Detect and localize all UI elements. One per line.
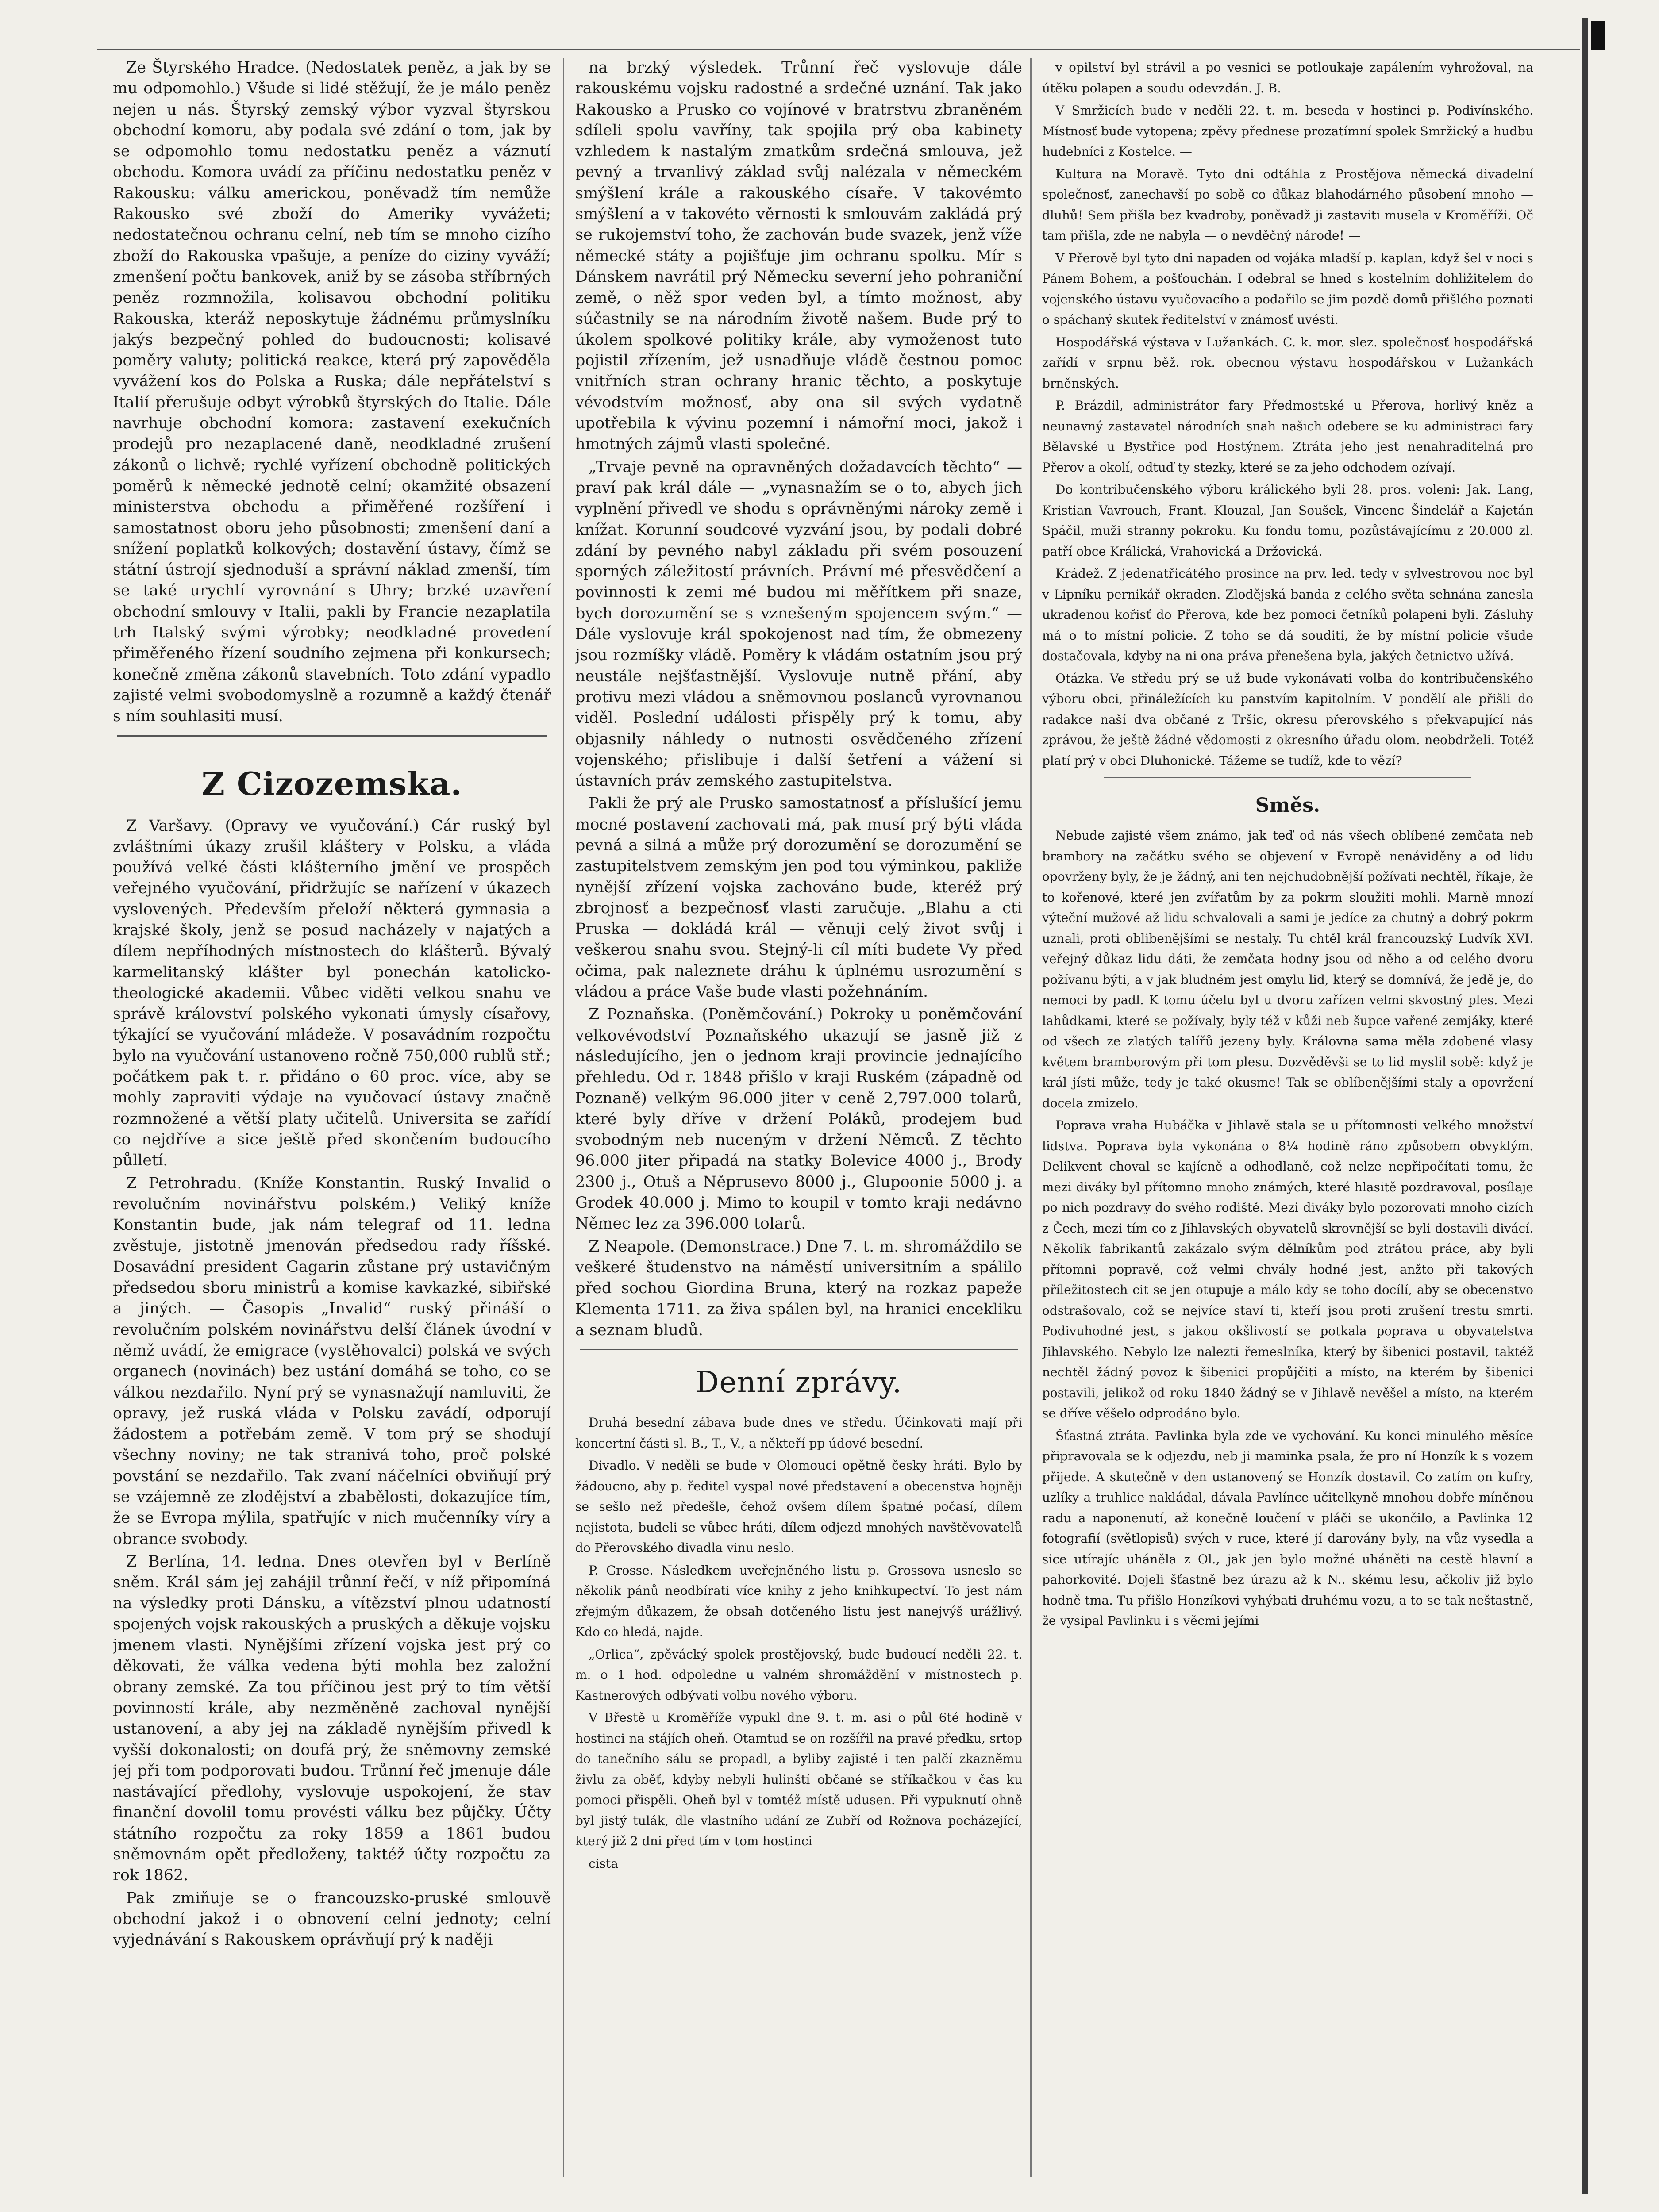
news-item: „Orlica“, zpěvácký spolek prostějovský, bude budoucí neděli 22. t. m. o 1 hod. odpoledne u valném shromáždění v místnostech p. Kastnerových odbývati volbu nového výboru. bbox=[575, 1647, 1022, 1703]
page-edge-shadow bbox=[1582, 18, 1588, 2194]
column-rule bbox=[1030, 58, 1032, 2177]
article-naples: Z Neapole. (Demonstrace.) Dne 7. t. m. shromáždilo se veškeré študenstvo na náměstí universitním a spálilo před sochou Giordina Bruna, který na rozkaz papeže Klementa 1711. za živa spálen byl, na hranici encekliku a seznam bludů. bbox=[575, 1237, 1022, 1339]
news-item: Otázka. Ve středu prý se už bude vykonávati volba do kontribučenského výboru obci, přináležících ku panstvím kapitolním. V pondělí ale přišli do radakce naší dva občané z Tršic, okresu přerovského s překvapující nás zprávou, že ještě žádné vědomosti z okresního úřadu olom. neobdrželi. Totéž platí prý v obci Dluhonické. Tážeme se tudíž, kde to vězí? bbox=[1042, 671, 1533, 768]
column-1 bbox=[113, 58, 551, 2177]
news-item: V Smržicích bude v neděli 22. t. m. beseda v hostinci p. Podivínského. Místnosť bude vytopena; zpěvy přednese prozatímní spolek Smržický a hudbu hudebníci z Kostelce. — bbox=[1042, 103, 1533, 159]
news-item: V Břestě u Kroměříže vypukl dne 9. t. m. asi o půl 6té hodině v hostinci na stájích oheň. Otamtud se on rozšířil na pravé předku, srtop do tanečního sálu se propadl, a byliby zajisté i ten palčí zkazněmu živlu za oběť, kdyby nebyli hulinští občané se stříkačkou v čas ku pomoci přispěli. Oheň byl v tomtéž místě udusen. Při vypuknutí ohně byl jistý tulák, dle vlastního udání ze Zubří od Rožnova pocházející, který již 2 dni před tím v tom hostinci bbox=[575, 1710, 1022, 1849]
section-heading-daily-news: Denní zprávy. bbox=[695, 1365, 902, 1400]
scan-edge-mark bbox=[1591, 21, 1605, 50]
misc-item: Poprava vraha Hubáčka v Jihlavě stala se u přítomnosti velkého množství lidstva. Poprava byla vykonána o 8¼ hodině ráno způsobem obvyklým. Delikvent choval se kajícně a odhodlaně, což nelze nepřipočítati tomu, že mezi diváky byl přítomno mnoho známých, které hlasitě pozdravoval, posílaje po nich pozdravy do svého rodiště. Mezi diváky bylo pozorovati mnoho cizích z Čech, mezi tím co z Jihlavských obyvatelů skrovnější se byli dostavili divácí. Několik fabrikantů zakázalo svým dělníkům pod ztrátou práce, aby byli přítomni popravě, což velmi chvály hodné jest, anžto při takových příležitostech cit se jen otupuje a málo kdy se toho docílí, aby se obecenstvo odstrašovalo, což se nejvíce staví ti, kteří jsou proti zrušení trestu smrti. Podivuhodné jest, s jakou okšlivostí se potkala poprava u obyvatelstva Jihlavského. Nebylo lze nalezti řemeslníka, který by šibenici postavil, taktéž nechtěl žádný povoz k šibenici propůjčiti a místo, na kterém by šibenici postavili, jelikož od roku 1840 žádný se v Jihlavě nevěšel a místo, na kterém se dříve věšelo odprodáno bylo. bbox=[1042, 1118, 1533, 1421]
article-throne-speech-3: Pakli že prý ale Prusko samostatnosť a příslušící jemu mocné postavení zachovati má, pak musí prý býti vláda pevná a silná a může prý dorozumění se dorozumění se zastupitelstvem zemským jen pod tou výminkou, pakliže nynější zřízení vojska zachováno bude, kteréž prý zbrojnosť a bezpečnosť vlasti zaručuje. „Blahu a cti Pruska — dokládá král — věnuji celý život svůj i veškerou snahu svou. Stejný-li cíl míti budete Vy před očima, pak naleznete dráhu k úplnému usrozumění s vládou a práce Vaše bude vlasti požehnáním. bbox=[575, 795, 1022, 1001]
column-2 bbox=[575, 58, 1022, 2177]
news-item: Do kontribučenského výboru králického byli 28. pros. voleni: Jak. Lang, Kristian Vavrouch, Frant. Klouzal, Jan Soušek, Vincenc Šindelář a Kajetán Spáčil, muži stranny pokroku. Ku fondu tomu, pozůstávajícímu z 20.000 zl. patří obce Králická, Vrahovická a Držovická. bbox=[1042, 482, 1533, 559]
top-rule bbox=[97, 49, 1580, 50]
news-item: V Přerově byl tyto dni napaden od vojáka mladší p. kaplan, když šel v noci s Pánem Bohem, a pošťouchán. I odebral se hned s kostelním dohližitelem do vojenského ústavu vyučovacího a podařilo se jim pozdě domů přišlého poznati o spáchaný skutek ředitelství v známosť uvésti. bbox=[1042, 250, 1533, 327]
section-divider bbox=[1104, 777, 1471, 778]
article-petersburg: Z Petrohradu. (Kníže Konstantin. Ruský Invalid o revolučním novinářstvu polském.) Veliký kníže Konstantin bude, jak nám telegraf od 11. ledna zvěstuje, jistotně jmenován předsedou rady říšské. Dosavádní president Gagarin zůstane prý ustavičným předsedou sboru ministrů a komise kavkazké, sibiřské a jiných. — Časopis „Invalid“ ruský přináší o revolučním polském novinářstvu delší článek úvodní v němž uvádí, že emigrace (vystěhovalci) polská ve svých organech (novinách) bez ustání domáhá se toho, co se válkou nezdařilo. Nyní prý se vynasnažují namluviti, že opravy, jež ruská vláda v Polsku zavádí, odporují žádostem a potřebám země. V tom prý se shodují všechny noviny; ne tak stranivá toho, proč polské povstání se nezdařilo. Tak zvaní náčelníci obviňují prý se vzájemně ze zlodějství a zbabělosti, dokazujíce tím, že se Evropa mýlila, spatřujíc v nich mučenníky víry a obrance svobody. bbox=[113, 1174, 551, 1548]
news-item: v opilství byl strávil a po vesnici se potloukaje zapálením vyhrožoval, na útěku polapen a soudu odevzdán. J. B. bbox=[1042, 60, 1533, 96]
continued-fragment: cista bbox=[589, 1856, 618, 1871]
news-item: Druhá besední zábava bude dnes ve středu. Účinkovati mají při koncertní části sl. B., T., V., a někteří pp údové besední. bbox=[575, 1415, 1022, 1451]
news-item: Divadlo. V neděli se bude v Olomouci opětně česky hráti. Bylo by žádoucno, aby p. ředitel vyspal nové představení a obecenstva hojněji se sešlo než předešle, čehož ovšem dílem špatné počasí, dílem nejistota, budeli se vůbec hráti, dílem odjezd mnohých navštěvovatelů do Přerovského divadla vinu neslo. bbox=[575, 1458, 1022, 1555]
article-warsaw: Z Varšavy. (Opravy ve vyučování.) Cár ruský byl zvláštními úkazy zrušil kláštery v Polsku, a vláda používá velké části klášterního jmění ve prospěch veřejného vyučování, přidržujíc se nařízení v úkazech vyslovených. Především přeloží některá gymnasia a krajské školy, jenž se posud nacházely v najatých a dílem nepříhodných místnostech do klášterů. Bývalý karmelitanský klášter byl ponechán katolicko-theologické akademii. Vůbec viděti velkou snahu ve správě království polského vykonati úmysly císařovy, týkající se vyučování mládeže. V posavádním rozpočtu bylo na vyučování ustanoveno ročně 750,000 rublů stř.; počátkem pak t. r. přidáno o 60 proc. více, aby se mohly zapraviti výdaje na vyučovací ústavy značně rozmnožené a větší platy učitelů. Universita se zařídí co nejdříve a sice ještě před skončením budoucího půlletí. bbox=[113, 817, 551, 1170]
news-item: P. Brázdil, administrátor fary Předmostské u Přerova, horlivý kněz a neunavný zastavatel národních snah našich odebere se ku administraci fary Bělavské u Bystřice pod Hostýnem. Ztráta jeho jest nenahraditelná pro Přerov a okolí, odtuď ty stezky, které se za jeho odchodem ozívají. bbox=[1042, 398, 1533, 475]
column-rule bbox=[563, 58, 564, 2177]
section-divider bbox=[580, 1349, 1018, 1350]
daily-news-list bbox=[575, 1413, 1022, 1874]
article-throne-speech: na brzký výsledek. Trůnní řeč vyslovuje dále rakouskému vojsku radostné a srdečné uznání. Tak jako Rakousko a Prusko co vojínové v bratrstvu zbraněném sdíleli spolu vavříny, tak spojila prý oba kabinety vzhledem k nastalým zmatkům srdečná smlouva, jež pevný a trvanlivý základ svůj nalézala v německém smýšlení krále a rakouského císaře. V takovémto smýšlení a v takovéto věrnosti k smlouvám zakládá prý se rukojemství toho, že zachován bude svazek, jenž víže německé státy a pojišťuje jim ochranu spolku. Mír s Dánskem navrátil prý Německu severní jeho pohraniční země, o něž spor veden byl, a tímto možnost, aby súčastnily se na národním životě našem. Bude prý to úkolem spolkové politiky krále, aby vymoženost tuto pojistil zřízením, jež usnadňuje vládě čestnou pomoc vnitřních stran ochrany hranic těchto, a poskytuje vévodstvím možnosť, aby ona sil svých vydatně upotřebila k vývinu pozemní i námořní moci, jakož i hmotných zájmů vlasti společné. bbox=[575, 59, 1022, 453]
news-item: Kultura na Moravě. Tyto dni odtáhla z Prostějova německá divadelní společnosť, zanechavší po sobě co důkaz blahodárného působení mnoho — dluhů! Sem přišla bez kvadroby, poněvadž ji zastaviti musela v Kroměříži. Oč tam přišla, zde ne nabyla — o nevděčný národe! — bbox=[1042, 166, 1533, 243]
section-divider bbox=[117, 735, 547, 737]
news-item: P. Grosse. Následkem uveřejněného listu p. Grossova usneslo se několik pánů neodbírati více knihy z jeho knihkupectví. To jest nám zřejmým důkazem, že obsah dotčeného listu jest nanejvýš urážlivý. Kdo co hledá, najde. bbox=[575, 1563, 1022, 1640]
section-heading-miscellany: Směs. bbox=[1255, 794, 1320, 817]
article-graz: Ze Štyrského Hradce. (Nedostatek peněz, a jak by se mu odpomohlo.) Všude si lidé stěžují, že je málo peněz nejen u nás. Štyrský zemský výbor vyzval štyrskou obchodní komoru, aby podala své zdání o tom, jak by se odpomohlo tomu nedostatku peněz a váznutí obchodu. Komora uvádí za příčinu nedostatku peněz v Rakousku: válku americkou, poněvadž tím nemůže Rakousko své zboží do Ameriky vyvážeti; nedostatečnou ochranu celní, neb tím se mnoho cizího zboží do Rakouska vpašuje, a peníze do ciziny vyváží; zmenšení počtu bankovek, aniž by se zásoba stříbrných peněz rozmnožila, kolisavou obchodní politiku Rakouska, kteráž neposkytuje žádnému průmyslníku jakýs bezpečný pohled do budoucnosti; kolisavé poměry valuty; politická reakce, která prý zapověděla vyvážení kos do Polska a Ruska; dále nepřátelství s Italií přerušuje odbyt výrobků štyrských do Italie. Dále navrhuje obchodní komora: zastavení exekučních prodejů pro nezaplacené daně, neodkladné zrušení zákonů o lichvě; rychlé vyřízení obchodně politických poměrů k německé jednotě celní; okamžité obsazení ministerstva obchodu a přiměřené rozšíření i samostatnost oboru jeho působnosti; zmenšení daní a snížení poplatků kolkových; dostavění ústavy, čímž se státní ústrojí sjednoduší a správní náklad zmenší, tím se také urychlí vyrovnání s Uhry; brzké uzavření obchodní smlouvy v Italii, pakli by Francie nezaplatila trh Italský svými výrobky; neodkladné provedení přiměřeného řízení soudního zejmena při konkursech; konečně změna zákonů stavebních. Toto zdání vypadlo zajisté velmi svobodomyslně a rozumně a každý čtenář s ním souhlasiti musí. bbox=[113, 59, 551, 726]
article-throne-speech-2: „Trvaje pevně na opravněných dožadavcích těchto“ — praví pak král dále — „vynasnažím se o to, abych jich vyplnění přivedl ve shodu s oprávněnými nároky země i knížat. Korunní soudcové vyzvání jsou, by podali dobré zdání by pevného nabyl základu při svém posouzení sporných záležitostí právních. Právní mé přesvědčení a povinnosti k zemi mé budou mi měřítkem při snaze, bych dorozumění se s vznešeným spojencem svým.“ — Dále vyslovuje král spokojenost nad tím, že obmezeny jsou rozmíšky vládě. Poměry k vládám ostatním jsou prý neustále nejšťastnější. Vyslovuje nutně přání, aby protivu mezi vládou a sněmovnou poslanců vyrovnanou viděl. Poslední události přispěly prý k tomu, aby objasnily náhledy o nutnosti osvědčeného zřízení vojenského; přislibuje i další šetření a vážení si ústavních práv zemského zastupitelstva. bbox=[575, 458, 1022, 790]
column-3 bbox=[1042, 58, 1533, 2177]
article-berlin: Z Berlína, 14. ledna. Dnes otevřen byl v Berlíně sněm. Král sám jej zahájil trůnní řečí, v níž připomíná na výsledky proti Dánsku, a vítězství plnou udatností spojených vojsk rakouských a pruských a děkuje vojsku jmenem vlasti. Nynějšími zřízení vojska jest prý co děkovati, že válka vedena býti mohla bez založní obrany zemské. Za tou příčinou jest prý to tím větší povinností krále, aby nezměněně zachoval nynější ustanovení, a aby jej na základě nynějším přivedl k vyšší dokonalosti; on doufá prý, že sněmovny zemské jej při tom podporovati budou. Trůnní řeč jmenuje dále nastávající předlohy, vyslovuje uspokojení, že stav finanční dovolil tomu provésti válku bez půjčky. Účty státního rozpočtu za roky 1859 a 1861 budou sněmovnám opět předloženy, taktéž účty rozpočtu za rok 1862. bbox=[113, 1552, 551, 1885]
misc-item: Šťastná ztráta. Pavlinka byla zde ve vychování. Ku konci minulého měsíce připravovala se k odjezdu, neb ji maminka psala, že pro ní Honzík k s vozem přijede. A skutečně v den ustanovený se Honzík dostavil. Co zatím on kufry, uzlíky a truhlice nakládal, dávala Pavlínce učitelkyně mnohou dobře míněnou radu a naponenutí, až konečně loučení v pláči se ukončilo, a Pavlinka 12 fotografií (světlopisů) svých v ruce, které jí darovány byly, na vůz vysedla a sice utírajíc uháněla z Ol., jak jen bylo možné uháněti na cestě hlavní a pahorkovité. Dojeli šťastně bez úrazu až k N.. skému lesu, ačkoliv již bylo hodně tma. Tu přišlo Honzíkovi vyhýbati druhému vozu, a to se tak neštastně, že vysipal Pavlinku i s věcmi jejími bbox=[1042, 1428, 1533, 1628]
article-berlin-cont: Pak zmiňuje se o francouzsko-pruské smlouvě obchodní jakož i o obnovení celní jednoty; celní vyjednávání s Rakouskem oprávňují prý k naději bbox=[113, 1889, 551, 1949]
article-posen: Z Poznaňska. (Poněmčování.) Pokroky u poněmčování velkovévodství Poznaňského ukazují se jasně již z následujícího, jen o jednom kraji provincie jednajícího přehledu. Od r. 1848 přišlo v kraji Ruském (západně od Poznaně) velkým 96.000 jiter v ceně 2,797.000 tolarů, které byly dříve v držení Poláků, prodejem buď svobodným neb nuceným v držení Němců. Z těchto 96.000 jiter připadá na statky Bolevice 4000 j., Brody 2300 j., Otuš a Něprusevo 8000 j., Glupoonie 5000 j. a Grodek 40.000 j. Mimo to koupil v tomto kraji nedávno Němec lez za 396.000 tolarů. bbox=[575, 1006, 1022, 1233]
news-item: Krádež. Z jedenatřicátého prosince na prv. led. tedy v sylvestrovou noc byl v Lipníku pernikář okraden. Zlodějská banda z celého světa sehnána zanesla ukradenou kořisť do Přerova, kde bez pomoci četníků polapeni byli. Zásluhy má o to místní policie. Z toho se dá souditi, že by místní policie všude dostačovala, kdyby na ni ona práva přenešena byla, jakých četnictvo užívá. bbox=[1042, 566, 1533, 663]
news-item: Hospodářská výstava v Lužankách. C. k. mor. slez. společnosť hospodářská zařídí v srpnu běž. rok. obecnou výstavu hospodářskou v Lužankách brněnských. bbox=[1042, 334, 1533, 391]
misc-item: Nebude zajisté všem známo, jak teď od nás všech oblíbené zemčata neb brambory na začátku svého se objevení v Evropě nenáviděny a od lidu opovrženy byly, že je žádný, ani ten nejchudobnější požívati nechtěl, říkaje, že to kořenové, které jen zvířatům by za pokrm sloužiti mohli. Marně mnozí výteční mužové až lidu schvalovali a sami je jedíce za chutný a dobrý pokrm uznali, proti oblibenějšími se nestaly. Tu chtěl král francouzský Ludvík XVI. veřejný důkaz lidu dáti, že zemčata hodny jsou od něho a od celého dvoru požívanu býti, a v jak bludném jest omylu lid, který se domnívá, že jedě je, do nemoci by padl. K tomu účelu byl u dvoru zařízen velmi skvostný ples. Mezi lahůdkami, které se požívaly, byly též v kůži neb šupce vařené zemjáky, které od všech ze zlatých talířů jezeny byly. Královna sama měla zdobené vlasy květem bramborovým při tom plesu. Dozvěděvši se to lid myslil sobě: když je král jísti může, tedy je také okusme! Tak se oblíbenějšími staly a opovržení docela zmizelo. bbox=[1042, 828, 1533, 1110]
section-heading-foreign: Z Cizozemska. bbox=[201, 764, 462, 803]
